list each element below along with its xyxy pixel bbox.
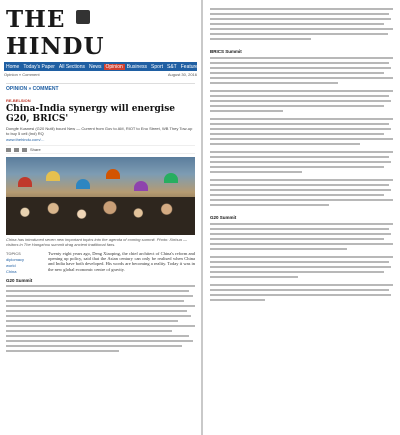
article-body-left [6, 278, 195, 352]
breadcrumb[interactable]: Opinion » Comment [4, 72, 40, 77]
share-bar [6, 145, 195, 154]
date-stamp: August 30, 2016 [167, 72, 197, 77]
section-label[interactable]: OPINION » COMMENT [6, 83, 195, 92]
print-icon[interactable] [22, 148, 27, 152]
article-subhead: G20 Summit [6, 278, 33, 283]
article-kicker: RE-BELSION [6, 98, 31, 103]
sub-nav [4, 72, 197, 78]
topic-link[interactable]: world [6, 263, 16, 268]
masthead-logo[interactable] [0, 0, 201, 62]
topic-link[interactable]: diplomacy [6, 257, 25, 262]
nav-item[interactable]: Home [6, 63, 20, 70]
right-page [203, 0, 400, 435]
share-label[interactable]: Share [30, 147, 41, 152]
photo-caption: China has introduced seven new important topics into the agenda of coming summit. Photo: Xinhua — visitors in The Hangzhou summit drag ancient traditional fans. [6, 237, 187, 247]
twitter-icon[interactable] [14, 148, 19, 152]
nav-item[interactable]: Business [126, 63, 148, 70]
article-photo [6, 157, 195, 235]
brand-word-the: THE [6, 6, 66, 33]
brand-word-hindu: HINDU [6, 33, 105, 60]
nav-item[interactable]: S&T [167, 63, 177, 70]
topics-heading: TOPICS [6, 251, 21, 256]
facebook-icon[interactable] [6, 148, 11, 152]
short-link[interactable]: www.thehindu.com/… [6, 137, 45, 142]
article-byline: Dongfe Kusnesi (G20 Nutli) bourd New — Current from Gov to AM, RIOT to Eno Street, WB They Tow-up to buy 5 cell (Ind) RQ [6, 126, 193, 136]
nav-item[interactable]: Today's Paper [23, 63, 55, 70]
topics-sidebar [6, 251, 44, 275]
emblem-icon [76, 10, 90, 24]
nav-item[interactable]: All Sections [58, 63, 85, 70]
subhead-g20: G20 Summit [210, 215, 237, 220]
main-nav [4, 62, 201, 71]
topic-link[interactable]: China [6, 269, 17, 274]
nav-item[interactable]: News [89, 63, 102, 70]
nav-item[interactable]: Features [180, 63, 201, 70]
nav-item[interactable]: Opinion [105, 63, 123, 70]
nav-item[interactable]: Sport [151, 63, 163, 70]
article-lead: Twenty eight years ago, Deng Xiaoping, the chief architect of China's reform and opening up policy, said that the Asian century can only be realised when China and India have both developed. His words are becoming a reality. Today it was in the new global economic centre of gravity. [48, 251, 195, 272]
article-body-right [210, 8, 393, 307]
subhead-brics: BRICS Summit [210, 49, 242, 54]
article-headline: China-India synergy will energise G20, BRICS' [6, 104, 176, 124]
